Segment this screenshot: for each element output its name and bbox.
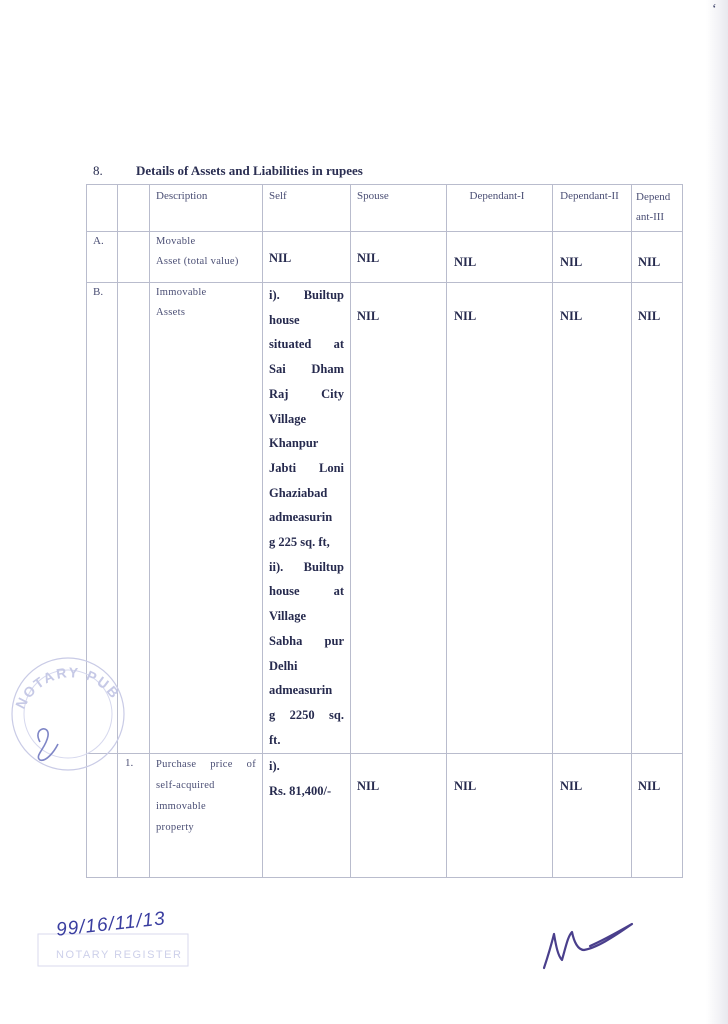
- row-a-dependant-2: NIL: [553, 232, 632, 283]
- row-b-self-line: g 225 sq. ft,: [269, 535, 330, 550]
- section-title: Details of Assets and Liabilities in rupees: [136, 163, 363, 178]
- row-b-self-line: Sai Dham: [269, 362, 344, 377]
- row-b-self-line: situated at: [269, 337, 344, 352]
- row-b-dependant-2: NIL: [553, 283, 632, 754]
- header-sub-cell: [118, 185, 150, 232]
- notary-stamp: [10, 632, 130, 777]
- row-b-spouse: NIL: [351, 283, 447, 754]
- header-dependant-1: Dependant-I: [447, 185, 553, 232]
- row-a-code: A.: [87, 232, 118, 283]
- table-row-immovable: [87, 283, 683, 754]
- row-b-self-line: g 2250 sq.: [269, 707, 344, 722]
- signature: [538, 916, 638, 981]
- row-b-description: [150, 283, 263, 754]
- row-b-self-line: Village: [269, 411, 307, 426]
- row-b-self-line: Sabha pur: [269, 633, 344, 648]
- row-a-description: [150, 232, 263, 283]
- page-edge-shadow: [706, 0, 728, 1024]
- row-1-spouse: NIL: [351, 754, 447, 878]
- row-1-desc-line: Purchase price of: [156, 759, 256, 770]
- row-b-self: [263, 283, 351, 754]
- row-1-sub: 1.: [118, 754, 150, 878]
- row-a-dependant-3: NIL: [632, 232, 683, 283]
- row-a-sub: [118, 232, 150, 283]
- row-b-dependant-1: NIL: [447, 283, 553, 754]
- table-row-movable: [87, 232, 683, 283]
- row-b-self-line: Khanpur: [269, 436, 319, 451]
- header-spouse: Spouse: [351, 185, 447, 232]
- row-b-self-line: house at: [269, 584, 344, 599]
- signature-graphic: [538, 916, 638, 976]
- row-1-dependant-2: NIL: [553, 754, 632, 878]
- row-a-desc-line2: Asset (total value): [156, 256, 239, 267]
- assets-table: [86, 184, 683, 878]
- row-1-self-line2: Rs. 81,400/-: [269, 783, 332, 798]
- row-b-self-line: Jabti Loni: [269, 460, 344, 475]
- svg-text:NOTARY PUBLIC: [10, 632, 124, 711]
- notary-stamp-text: NOTARY PUB: [12, 664, 124, 712]
- row-1-desc-line: property: [156, 822, 194, 833]
- row-b-dependant-3: NIL: [632, 283, 683, 754]
- row-b-self-line: Delhi: [269, 658, 298, 673]
- row-1-dependant-1: NIL: [447, 754, 553, 878]
- row-1-desc-line: self-acquired: [156, 780, 215, 791]
- row-1-dependant-3: NIL: [632, 754, 683, 878]
- row-1-description: [150, 754, 263, 878]
- header-dependant-2: Dependant-II: [553, 185, 632, 232]
- header-dependant-3-line2: ant-III: [636, 211, 665, 223]
- corner-mark: ‘: [712, 2, 717, 17]
- date-stamp-text: NOTARY REGISTER: [56, 949, 183, 961]
- row-1-desc-line: immovable: [156, 801, 206, 812]
- section-number: 8.: [93, 163, 103, 178]
- row-b-self-line: ii). Builtup: [269, 559, 344, 574]
- row-b-self-line: Village: [269, 609, 307, 624]
- row-a-dependant-1: NIL: [447, 232, 553, 283]
- row-b-self-line: Raj City: [269, 386, 344, 401]
- row-a-self: NIL: [263, 232, 351, 283]
- row-1-self: [263, 754, 351, 878]
- notary-stamp-graphic: [10, 632, 130, 772]
- row-b-desc-line1: Immovable: [156, 287, 207, 298]
- header-self: Self: [263, 185, 351, 232]
- row-1-self-line1: i).: [269, 759, 280, 773]
- section-heading: [93, 163, 363, 179]
- row-b-self-line: house: [269, 312, 300, 327]
- row-b-self-line: admeasurin: [269, 510, 333, 525]
- header-dependant-3: [632, 185, 683, 232]
- row-b-self-line: ft.: [269, 732, 281, 747]
- row-b-self-line: admeasurin: [269, 683, 333, 698]
- row-b-self-line: Ghaziabad: [269, 485, 328, 500]
- header-code-cell: [87, 185, 118, 232]
- row-b-self-line: i). Builtup: [269, 288, 344, 302]
- header-dependant-3-line1: Depend: [636, 191, 671, 203]
- row-b-desc-line2: Assets: [156, 307, 186, 318]
- row-b-code: B.: [87, 283, 118, 754]
- handwritten-date: 99/16/11/13: [55, 908, 167, 941]
- row-a-spouse: NIL: [351, 232, 447, 283]
- table-row-purchase-price: [87, 754, 683, 878]
- row-a-desc-line1: Movable: [156, 236, 196, 247]
- header-description: Description: [150, 185, 263, 232]
- table-header-row: [87, 185, 683, 232]
